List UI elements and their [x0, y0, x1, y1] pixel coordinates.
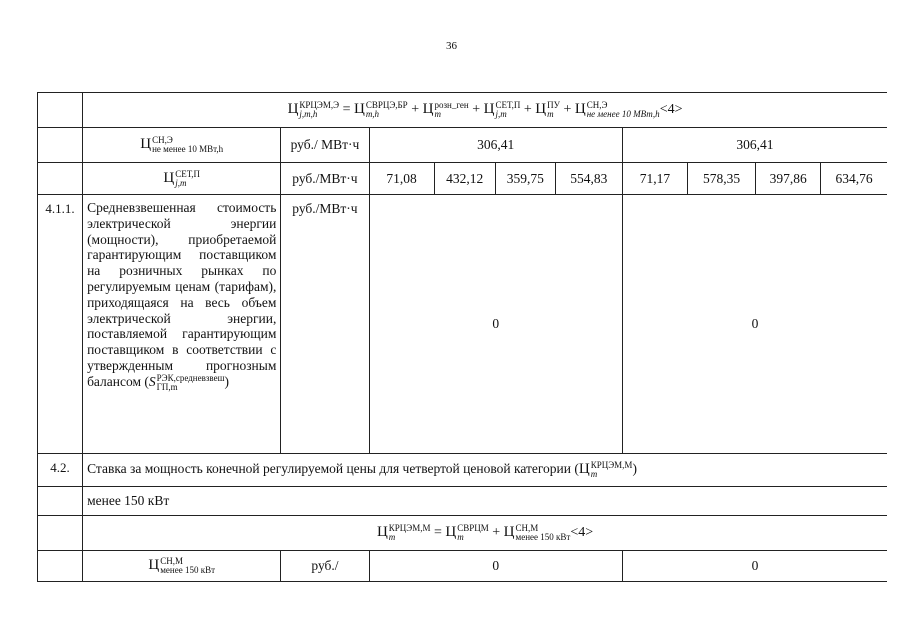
- row-number: 4.2.: [38, 454, 83, 487]
- value-cell: 397,86: [756, 163, 821, 195]
- formula-row-1: [38, 93, 888, 128]
- unit-cell: руб./МВт·ч: [281, 163, 369, 195]
- formula-price-energy: Ц КРЦЭМ,Э j,m,h = Ц СВРЦЭ,БР m,h + Ц розн_ген m + Ц СЕТ,П j,m + Ц ПУ m + Ц СН,Э не менее 10 МВт,h <4>: [83, 93, 887, 128]
- value-cell: 306,41: [622, 128, 887, 163]
- value-cell: 0: [622, 195, 887, 454]
- symbol-cell: Ц СЕТ,П j,m: [83, 163, 281, 195]
- row-number: 4.1.1.: [38, 195, 83, 454]
- value-cell: 578,35: [688, 163, 756, 195]
- number-cell-empty: [38, 516, 83, 551]
- number-cell-empty: [38, 487, 83, 516]
- value-cell: 0: [622, 551, 887, 582]
- formula-price-capacity: Ц КРЦЭМ,М m = Ц СВРЦМ m + Ц СН,М менее 150 кВт <4>: [83, 516, 887, 551]
- unit-cell: руб./ МВт·ч: [281, 128, 369, 163]
- value-cell: 71,17: [622, 163, 687, 195]
- page-number: 36: [446, 40, 457, 52]
- row-4-1-1: [38, 195, 888, 454]
- value-cell: 0: [369, 551, 622, 582]
- row-description: Средневзвешенная стоимость электрической энергии (мощности), приобретаемой гарантирующим поставщиком на розничных рынках по регулируемым ценам (тарифам), приходящаяся на весь объем электрической энергии, поставляемой гарантирующим поставщиком в соответствии с утвержденным прогнозным балансом (S РЭК,средневзвеш ГП,m ): [83, 195, 281, 454]
- value-cell: 359,75: [495, 163, 555, 195]
- row-less-150kw: [38, 487, 888, 516]
- number-cell-empty: [38, 128, 83, 163]
- row-sn-energy: [38, 128, 888, 163]
- value-cell: 0: [369, 195, 622, 454]
- row-4-2: [38, 454, 888, 487]
- tariff-table: [37, 92, 887, 582]
- subsection-heading: менее 150 кВт: [83, 487, 887, 516]
- value-cell: 432,12: [434, 163, 495, 195]
- number-cell-empty: [38, 93, 83, 128]
- formula-row-2: [38, 516, 888, 551]
- symbol-cell: Ц СН,М менее 150 кВт: [83, 551, 281, 582]
- value-cell: 306,41: [369, 128, 622, 163]
- unit-cell: руб./МВт·ч: [281, 195, 369, 454]
- value-cell: 634,76: [821, 163, 887, 195]
- row-sn-capacity: [38, 551, 888, 582]
- unit-cell: руб./: [281, 551, 369, 582]
- value-cell: 554,83: [555, 163, 622, 195]
- number-cell-empty: [38, 551, 83, 582]
- symbol-cell: Ц СН,Э не менее 10 МВт,h: [83, 128, 281, 163]
- number-cell-empty: [38, 163, 83, 195]
- section-heading: Ставка за мощность конечной регулируемой цены для четвертой ценовой категории (Ц КРЦЭМ,М m ): [83, 454, 887, 487]
- value-cell: 71,08: [369, 163, 434, 195]
- row-set-p: [38, 163, 888, 195]
